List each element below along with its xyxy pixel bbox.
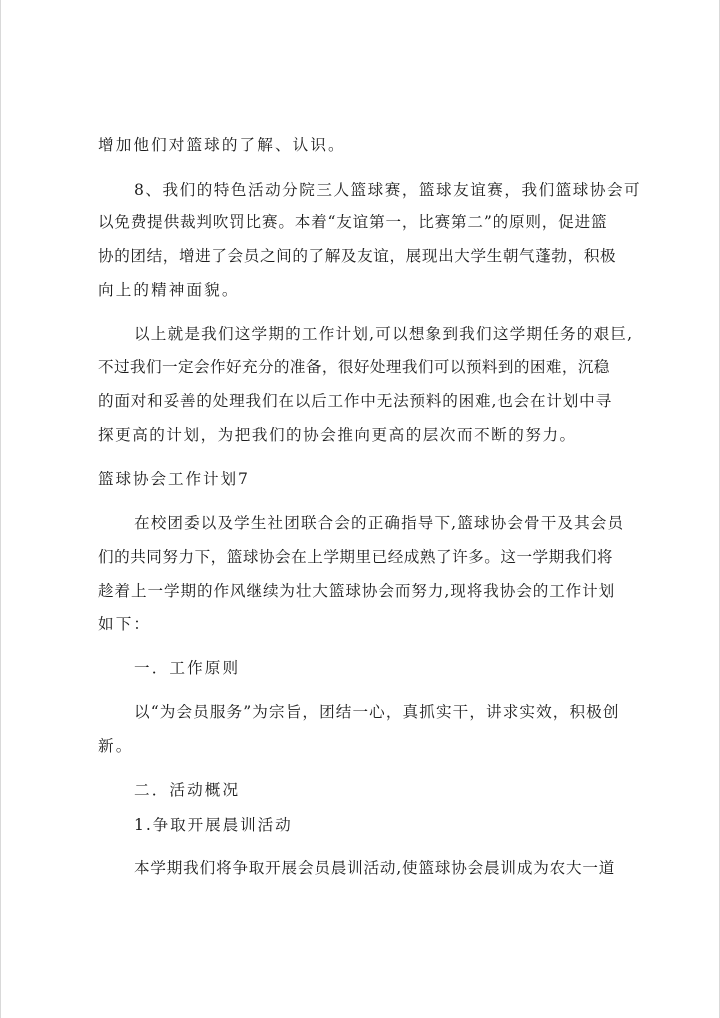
section-heading: 篮球协会工作计划7 [98, 470, 250, 488]
text-line: 以上就是我们这学期的工作计划,可以想象到我们这学期任务的艰巨, [134, 325, 634, 343]
text-line: 本学期我们将争取开展会员晨训活动,使篮球协会晨训成为农大一道 [134, 859, 616, 877]
text-line: 向上的精神面貌。 [98, 281, 240, 299]
text-line: 们的共同努力下，篮球协会在上学期里已经成熟了许多。这一学期我们将 [98, 548, 614, 566]
text-line: 以免费提供裁判吹罚比赛。本着“友谊第一，比赛第二”的原则，促进篮 [98, 213, 608, 231]
subheading: 1.争取开展晨训活动 [134, 816, 293, 834]
text-line: 的面对和妥善的处理我们在以后工作中无法预料的困难,也会在计划中寻 [98, 392, 612, 410]
text-line: 8、我们的特色活动分院三人篮球赛，篮球友谊赛，我们篮球协会可 [134, 181, 642, 199]
subheading: 二．活动概况 [134, 781, 241, 799]
text-line: 趁着上一学期的作风继续为壮大篮球协会而努力,现将我协会的工作计划 [98, 582, 616, 600]
text-line: 如下： [98, 615, 152, 633]
text-line: 探更高的计划，为把我们的协会推向更高的层次而不断的努力。 [98, 426, 577, 444]
text-line: 新。 [98, 737, 134, 755]
text-line: 以“为会员服务”为宗旨，团结一心，真抓实干，讲求实效，积极创 [134, 703, 620, 721]
text-line: 不过我们一定会作好充分的准备，很好处理我们可以预料到的困难，沉稳 [98, 358, 610, 376]
text-line: 协的团结，增进了会员之间的了解及友谊，展现出大学生朝气蓬勃，积极 [98, 247, 617, 265]
text-line: 在校团委以及学生社团联合会的正确指导下,篮球协会骨干及其会员 [134, 514, 625, 532]
text-line: 增加他们对篮球的了解、认识。 [98, 136, 346, 154]
subheading: 一．工作原则 [134, 659, 241, 677]
